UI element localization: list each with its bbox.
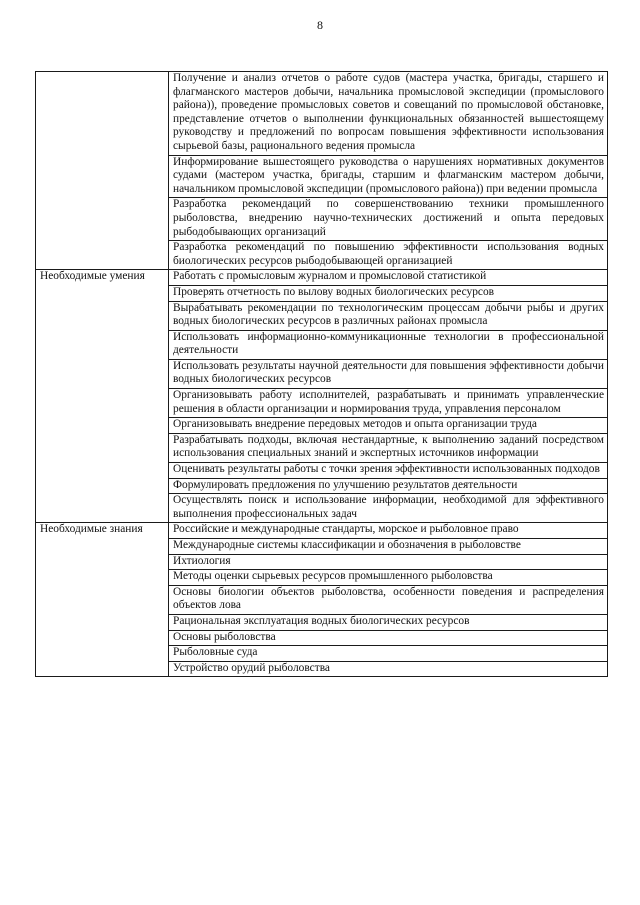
- table-cell: Основы биологии объектов рыболовства, особенности поведения и распределения объектов лова: [169, 585, 608, 614]
- table-cell: Устройство орудий рыболовства: [169, 661, 608, 677]
- table-cell: Рыболовные суда: [169, 646, 608, 662]
- row-label-skills: Необходимые умения: [36, 270, 169, 523]
- table-cell: Проверять отчетность по вылову водных биологических ресурсов: [169, 285, 608, 301]
- page-number: 8: [317, 18, 323, 32]
- table-cell: Формулировать предложения по улучшению результатов деятельности: [169, 478, 608, 494]
- table-cell: Организовывать внедрение передовых методов и опыта организации труда: [169, 418, 608, 434]
- table-cell: Использовать информационно-коммуникационные технологии в профессиональной деятельности: [169, 330, 608, 359]
- table-row: [36, 270, 608, 286]
- table-cell: Рациональная эксплуатация водных биологических ресурсов: [169, 614, 608, 630]
- table-cell: Разрабатывать подходы, включая нестандартные, к выполнению заданий посредством использования специальных знаний и экспертных источников информации: [169, 433, 608, 462]
- table-cell: Вырабатывать рекомендации по технологическим процессам добычи рыбы и других водных биологических ресурсов в различных районах промысла: [169, 301, 608, 330]
- table-cell: Российские и международные стандарты, морское и рыболовное право: [169, 523, 608, 539]
- table-row: [36, 523, 608, 539]
- table-row: [36, 72, 608, 156]
- table-cell: Осуществлять поиск и использование информации, необходимой для эффективного выполнения профессиональных задач: [169, 494, 608, 523]
- table-cell: Ихтиология: [169, 554, 608, 570]
- table-cell: Разработка рекомендаций по совершенствованию техники промышленного рыболовства, внедрению научно-технических достижений и опыта передовых рыбодобывающих организаций: [169, 198, 608, 241]
- table-cell: Получение и анализ отчетов о работе судов (мастера участка, бригады, старшего и флагманского мастеров добычи, начальника промысловой экспедиции (промыслового района)), проведение промысловых советов и совещаний по промысловой обстановке, представление отчетов о выполнении функциональных обязанностей вышестоящему руководству и предложений по вопросам повышения эффективности использования сырьевой базы, рационального ведения промысла: [169, 72, 608, 156]
- table-cell: Оценивать результаты работы с точки зрения эффективности использованных подходов: [169, 463, 608, 479]
- table-cell: Использовать результаты научной деятельности для повышения эффективности добычи водных биологических ресурсов: [169, 359, 608, 388]
- table-cell: Работать с промысловым журналом и промысловой статистикой: [169, 270, 608, 286]
- table-cell: Основы рыболовства: [169, 630, 608, 646]
- table-cell: Международные системы классификации и обозначения в рыболовстве: [169, 539, 608, 555]
- row-label-knowledge: Необходимые знания: [36, 523, 169, 677]
- table-cell: Разработка рекомендаций по повышению эффективности использования водных биологических ресурсов рыбодобывающей организацией: [169, 241, 608, 270]
- table-cell: Методы оценки сырьевых ресурсов промышленного рыболовства: [169, 570, 608, 586]
- table-cell: Информирование вышестоящего руководства о нарушениях нормативных документов судами (мастером участка, бригады, старшим и флагманским мастером добычи, начальником промысловой экспедиции (промыслового района)) при ведении промысла: [169, 155, 608, 198]
- row-label: [36, 72, 169, 270]
- table-cell: Организовывать работу исполнителей, разрабатывать и принимать управленческие решения в области организации и нормирования труда, управления персоналом: [169, 389, 608, 418]
- qualification-table: [35, 71, 608, 677]
